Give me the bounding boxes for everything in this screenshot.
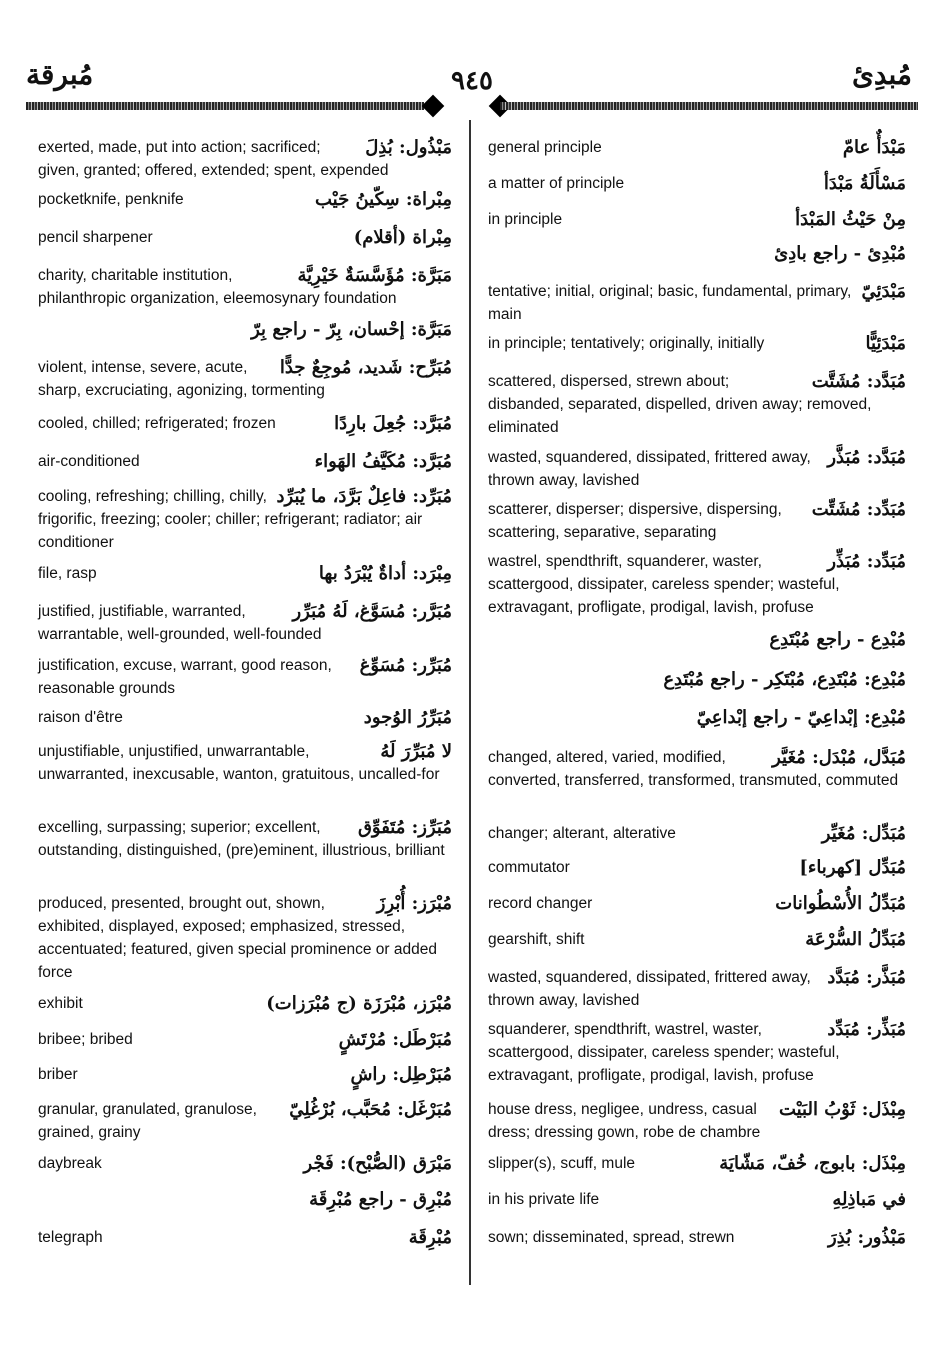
- arabic-headword: مُبَدَّد: مُشَتَّت: [811, 371, 906, 392]
- english-gloss: scattered, dispersed, strewn about; disbanded, separated, dispelled, driven away; removed, eliminated: [488, 373, 872, 436]
- right-entry: [488, 242, 906, 265]
- left-entry: [38, 740, 452, 786]
- left-entry: [38, 450, 452, 473]
- english-gloss: sown; disseminated, spread, strewn: [488, 1229, 735, 1246]
- arabic-headword: مَبْرَق (الصُّبْح): فَجْر: [303, 1153, 452, 1174]
- arabic-headword: مَبْذُول: بُذِلَ: [365, 137, 452, 158]
- english-gloss: record changer: [488, 895, 593, 912]
- header-rule-left: [26, 98, 424, 114]
- right-entry: [488, 208, 906, 231]
- english-gloss: exerted, made, put into action; sacrificed; given, granted; offered, extended; spent, expended: [38, 139, 389, 179]
- right-entry: [488, 966, 906, 1012]
- english-gloss: gearshift, shift: [488, 931, 585, 948]
- arabic-headword: مُبْدِع: إبْداعِيّ - راجع إبْداعِيّ: [696, 707, 906, 728]
- page-number: ٩٤٥: [451, 66, 493, 95]
- arabic-headword: مِبْراة (أقلام): [353, 227, 452, 248]
- arabic-headword: مَبْدَئِيًّا: [865, 333, 906, 354]
- arabic-headword: مَسْأَلَةُ مَبْدَأ: [823, 173, 906, 194]
- left-entry: [38, 1098, 452, 1144]
- left-entry: [38, 1188, 452, 1211]
- english-gloss: produced, presented, brought out, shown, exhibited, displayed, exposed; emphasized, stressed, accentuated; featured, given special prominence or added force: [38, 895, 437, 981]
- arabic-headword: مِبْذَل: ثَوْبُ البَيْت: [778, 1099, 906, 1120]
- arabic-headword: مُبْرِق - راجع مُبْرِقَة: [309, 1189, 452, 1210]
- left-entry: [38, 654, 452, 700]
- left-entry: [38, 412, 452, 435]
- left-entry: [38, 600, 452, 646]
- left-entry: [38, 1063, 452, 1086]
- right-entry: [488, 280, 906, 326]
- english-gloss: granular, granulated, granulose, grained, grainy: [38, 1101, 257, 1141]
- english-gloss: file, rasp: [38, 565, 97, 582]
- left-entry: [38, 226, 452, 249]
- left-entry: [38, 1226, 452, 1249]
- english-gloss: charity, charitable institution, philanthropic organization, eleemosynary foundation: [38, 267, 397, 307]
- right-entry: [488, 1226, 906, 1249]
- rule-ornament-left: [422, 95, 445, 118]
- english-gloss: briber: [38, 1066, 78, 1083]
- right-entry: [488, 856, 906, 879]
- english-gloss: justification, excuse, warrant, good reason, reasonable grounds: [38, 657, 332, 697]
- right-entry: [488, 136, 906, 159]
- arabic-headword: مُبَرْطَل: مُرْتَشٍ: [338, 1029, 452, 1050]
- right-entry: [488, 892, 906, 915]
- arabic-headword: مِنْ حَيْثُ المَبْدَأ: [795, 209, 906, 230]
- right-entry: [488, 370, 906, 439]
- arabic-headword: مِبْرَد: أداةٌ يُبْرَدُ بها: [318, 563, 452, 584]
- left-entry: [38, 188, 452, 211]
- left-entry: [38, 1152, 452, 1175]
- right-entry: [488, 706, 906, 729]
- arabic-headword: مُبْرِقَة: [408, 1227, 452, 1248]
- english-gloss: a matter of principle: [488, 175, 625, 192]
- arabic-headword: مُبَدِّلُ السُّرْعَة: [805, 929, 906, 950]
- arabic-headword: مِبْراة: سِكّينُ جَيْب: [314, 189, 452, 210]
- english-gloss: cooling, refreshing; chilling, chilly, frigorific, freezing; cooler; chiller; refrigerant; radiator; air conditioner: [38, 488, 423, 551]
- english-gloss: raison d'être: [38, 709, 123, 726]
- english-gloss: air-conditioned: [38, 453, 140, 470]
- arabic-headword: مَبْدَأٌ عامّ: [842, 137, 906, 158]
- arabic-headword: مُبْرَز: أُبْرِزَ: [376, 893, 452, 914]
- arabic-headword: مُبَرَّر: مُسَوَّغ، لَهُ مُبَرِّر: [292, 601, 452, 622]
- arabic-headword: لا مُبَرِّرَ لَهُ: [380, 741, 452, 762]
- arabic-headword: مَبَرَّة: مُؤَسَّسَةٌ خَيْرِيَّة: [297, 265, 452, 286]
- running-head-right: مُبدِئ: [851, 60, 912, 91]
- right-entry: [488, 822, 906, 845]
- right-entry: [488, 746, 906, 792]
- arabic-headword: مُبَرِّر: مُسَوِّغ: [359, 655, 452, 676]
- left-entry: [38, 136, 452, 182]
- arabic-headword: مُبَدِّل: مُغَيِّر: [821, 823, 906, 844]
- english-gloss: wasted, squandered, dissipated, frittered away, thrown away, lavished: [488, 449, 811, 489]
- right-entry: [488, 628, 906, 651]
- english-gloss: wasted, squandered, dissipated, frittered away, thrown away, lavished: [488, 969, 811, 1009]
- english-gloss: slipper(s), scuff, mule: [488, 1155, 636, 1172]
- left-entry: [38, 992, 452, 1015]
- arabic-headword: مُبَرِّز: مُتَفَوِّق: [357, 817, 452, 838]
- english-gloss: cooled, chilled; refrigerated; frozen: [38, 415, 276, 432]
- english-gloss: changed, altered, varied, modified, converted, transferred, transformed, transmuted, commuted: [488, 749, 899, 789]
- english-gloss: justified, justifiable, warranted, warrantable, well-grounded, well-founded: [38, 603, 322, 643]
- arabic-headword: مُبْدِئ - راجع بادِئ: [774, 243, 906, 264]
- english-gloss: commutator: [488, 859, 570, 876]
- left-entry: [38, 318, 452, 341]
- arabic-headword: في مَباذِلِهِ: [832, 1189, 906, 1210]
- english-gloss: scatterer, disperser; dispersive, dispersing, scattering, separative, separating: [488, 501, 782, 541]
- arabic-headword: مُبَذِّر: مُبَدِّد: [827, 1019, 906, 1040]
- arabic-headword: مَبْذُور: بُذِرَ: [828, 1227, 906, 1248]
- arabic-headword: مُبَدِّل [كهرباء]: [799, 857, 906, 878]
- right-entry: [488, 332, 906, 355]
- left-entry: [38, 816, 452, 862]
- arabic-headword: مِبْذَل: بابوج، خُفّ، مَشّايَة: [719, 1153, 906, 1174]
- english-gloss: general principle: [488, 139, 602, 156]
- english-gloss: squanderer, spendthrift, wastrel, waster, scattergood, dissipater, careless spender; wasteful, extravagant, profligate, prodigal, lavish, profuse: [488, 1021, 840, 1084]
- left-entry: [38, 264, 452, 310]
- right-entry: [488, 928, 906, 951]
- arabic-headword: مَبْدَئِيّ: [861, 281, 906, 302]
- left-entry: [38, 706, 452, 729]
- english-gloss: pencil sharpener: [38, 229, 153, 246]
- arabic-headword: مُبَدَّل، مُبْدَل: مُغَيَّر: [772, 747, 906, 768]
- english-gloss: unjustifiable, unjustified, unwarrantable, unwarranted, inexcusable, wanton, gratuitous, uncalled-for: [38, 743, 440, 783]
- english-gloss: excelling, surpassing; superior; excellent, outstanding, distinguished, (pre)eminent, illustrious, brilliant: [38, 819, 445, 859]
- arabic-headword: مُبَرْطِل: راشٍ: [350, 1064, 452, 1085]
- arabic-headword: مُبَذَّر: مُبَدَّد: [827, 967, 906, 988]
- running-head-left: مُبرقة: [26, 60, 94, 91]
- english-gloss: in principle; tentatively; originally, initially: [488, 335, 765, 352]
- left-entry: [38, 892, 452, 984]
- right-entry: [488, 1188, 906, 1211]
- english-gloss: in principle: [488, 211, 563, 228]
- arabic-headword: مُبَرَّد: مُكَيَّفُ الهَواء: [314, 451, 452, 472]
- english-gloss: telegraph: [38, 1229, 103, 1246]
- english-gloss: house dress, negligee, undress, casual dress; dressing gown, robe de chambre: [488, 1101, 761, 1141]
- arabic-headword: مُبْرَز، مُبْرَزَة (ج مُبْرَزات): [266, 993, 452, 1014]
- english-gloss: in his private life: [488, 1191, 600, 1208]
- arabic-headword: مُبَرِّد: فاعِلٌ بَرَّدَ، ما يُبَرِّد: [276, 486, 452, 507]
- right-entry: [488, 1152, 906, 1175]
- arabic-headword: مُبْدِع - راجع مُبْتَدِع: [769, 629, 906, 650]
- arabic-headword: مُبَدِّد: مُشَتِّت: [811, 499, 906, 520]
- english-gloss: wastrel, spendthrift, squanderer, waster, scattergood, dissipater, careless spender; wasteful, extravagant, profligate, prodigal, lavish, profuse: [488, 553, 840, 616]
- english-gloss: changer; alterant, alterative: [488, 825, 676, 842]
- left-entry: [38, 485, 452, 554]
- right-entry: [488, 1098, 906, 1144]
- english-gloss: pocketknife, penknife: [38, 191, 184, 208]
- arabic-headword: مُبَرِّرُ الوُجود: [363, 707, 452, 728]
- right-entry: [488, 668, 906, 691]
- english-gloss: violent, intense, severe, acute, sharp, excruciating, agonizing, tormenting: [38, 359, 325, 399]
- left-entry: [38, 562, 452, 585]
- english-gloss: tentative; initial, original; basic, fundamental, primary, main: [488, 283, 852, 323]
- arabic-headword: مُبَدِّلُ الأُسْطُوانات: [775, 893, 906, 914]
- right-entry: [488, 446, 906, 492]
- left-entry: [38, 1028, 452, 1051]
- left-entry: [38, 356, 452, 402]
- right-entry: [488, 172, 906, 195]
- arabic-headword: مَبَرَّة: إحْسان، بِرّ - راجع بِرّ: [251, 319, 452, 340]
- arabic-headword: مُبَدَّد: مُبَذَّر: [827, 447, 906, 468]
- right-entry: [488, 498, 906, 544]
- column-divider: [469, 120, 471, 1285]
- arabic-headword: مُبَرِّح: شَديد، مُوجِعٌ جدًّا: [279, 357, 452, 378]
- english-gloss: exhibit: [38, 995, 83, 1012]
- english-gloss: daybreak: [38, 1155, 102, 1172]
- arabic-headword: مُبَرَّد: جُعِلَ بارِدًا: [334, 413, 452, 434]
- arabic-headword: مُبَرْغَل: مُحَبَّب، بُرْغُلِيّ: [289, 1099, 452, 1120]
- right-entry: [488, 1018, 906, 1087]
- right-entry: [488, 550, 906, 619]
- arabic-headword: مُبْدِع: مُبْتَدِع، مُبْتَكِر - راجع مُبْتَدِع: [663, 669, 906, 690]
- arabic-headword: مُبَدِّد: مُبَذِّر: [827, 551, 906, 572]
- english-gloss: bribee; bribed: [38, 1031, 133, 1048]
- header-rule-right: [500, 98, 918, 114]
